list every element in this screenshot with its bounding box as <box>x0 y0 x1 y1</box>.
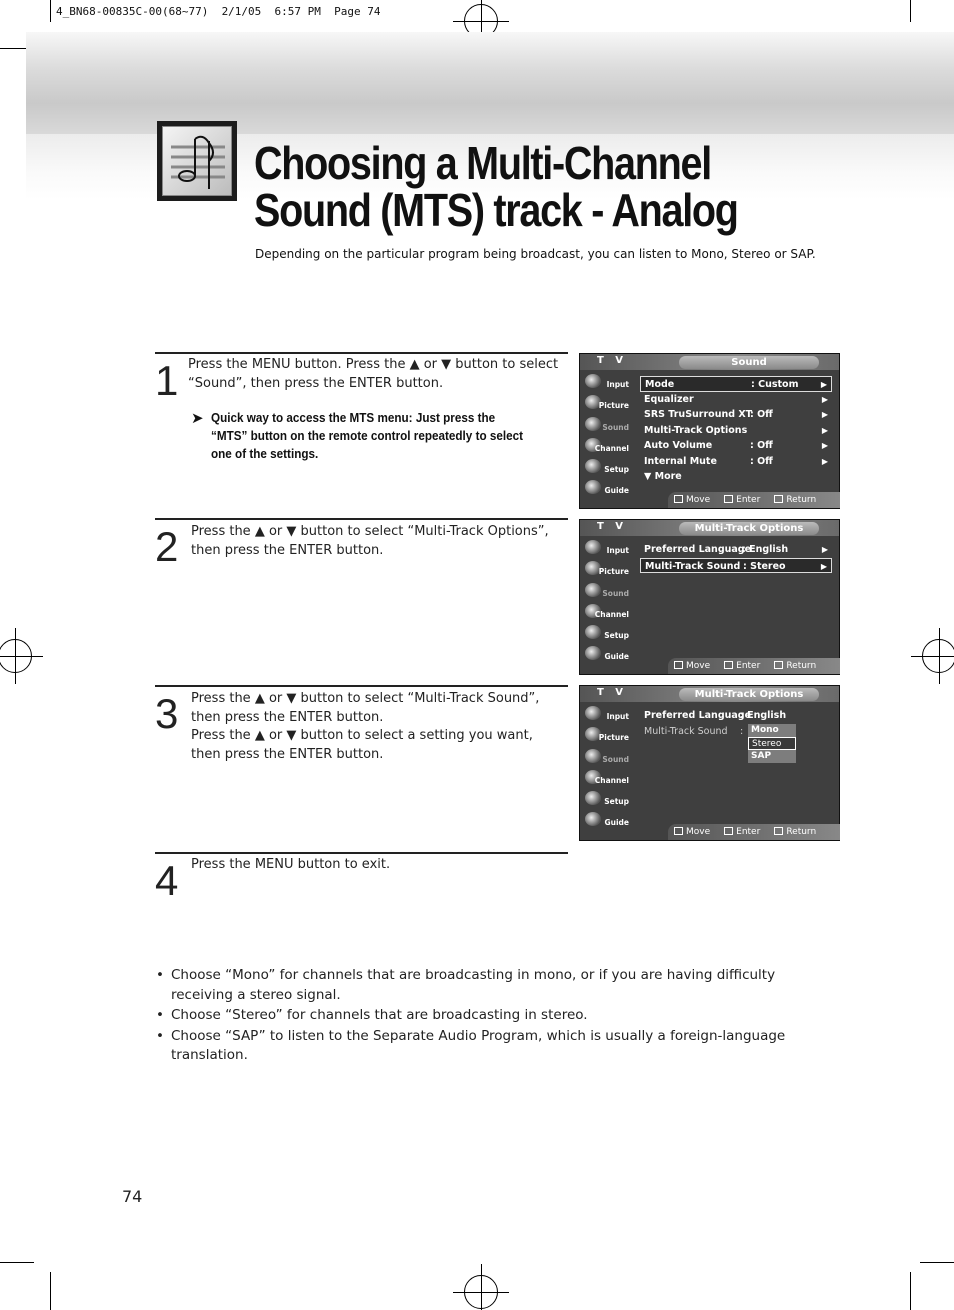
intro-text: Depending on the particular program being broadcast, you can listen to Mono, Stereo or SAP. <box>255 247 816 261</box>
osd-side-label: Setup <box>604 631 629 641</box>
osd-return-hint <box>774 824 816 840</box>
osd-row-value: : Off <box>750 409 773 420</box>
osd-screen-sound <box>579 353 840 509</box>
step-number: 3 <box>155 690 179 737</box>
input-icon <box>585 374 601 388</box>
osd-side-sound <box>582 415 632 436</box>
step-line: Press the ▲ or ▼ button to select “Multi-Track Options”, <box>191 524 549 539</box>
osd-footer-label: Move <box>686 495 711 505</box>
osd-footer-label: Return <box>786 827 817 837</box>
osd-row-value: : English <box>740 710 787 721</box>
osd-row-label: Preferred Language <box>644 544 752 555</box>
osd-side-label: Guide <box>604 652 629 662</box>
step-line: Press the ▲ or ▼ button to select a setting you want, <box>191 728 533 743</box>
step-line: then press the ENTER button. <box>191 709 384 725</box>
sound-icon <box>585 417 601 431</box>
osd-row-multitrack-sound <box>640 724 832 740</box>
registration-mark <box>0 639 32 673</box>
osd-row-preferred-language <box>640 542 832 558</box>
setup-icon <box>585 459 601 473</box>
guide-icon <box>585 480 601 494</box>
osd-side-label: Sound <box>602 588 629 598</box>
osd-option-stereo: Stereo <box>748 737 796 750</box>
osd-menu-title: Multi-Track Options <box>679 522 819 535</box>
osd-side-channel <box>582 436 632 457</box>
osd-side-label: Input <box>606 380 629 389</box>
sound-icon <box>585 583 601 597</box>
page-title <box>254 137 738 236</box>
osd-option-sap: SAP <box>751 751 772 761</box>
arrow-right-icon: ▶ <box>820 561 827 571</box>
osd-row-label: Preferred Language <box>644 710 752 721</box>
osd-side-label: Input <box>606 712 629 721</box>
step-line: then press the ENTER button. <box>191 542 384 558</box>
osd-footer-label: Enter <box>736 495 761 505</box>
move-icon <box>674 661 683 669</box>
osd-side-label: Channel <box>594 609 629 619</box>
osd-side-input <box>582 704 632 725</box>
osd-row-auto-volume <box>640 438 832 454</box>
osd-menu-body <box>640 708 832 739</box>
osd-row-label: Equalizer <box>644 393 694 405</box>
osd-footer-label: Return <box>786 661 817 671</box>
osd-side-setup <box>582 623 632 644</box>
osd-row-value: : Off <box>750 440 773 451</box>
step-line: then press the ENTER button. <box>191 746 384 762</box>
osd-move-hint <box>674 824 710 840</box>
step-line: Press the ▲ or ▼ button to select “Multi-Track Sound”, <box>191 691 540 706</box>
step-line: Press the MENU button. Press the ▲ or ▼ button to select <box>188 357 559 372</box>
tip-text: Quick way to access the MTS menu: Just press the “MTS” button on the remote control repeatedly to select one of the settings. <box>210 410 523 461</box>
arrow-right-icon: ▶ <box>821 410 828 419</box>
osd-side-sound <box>582 581 632 602</box>
osd-menu-title: Multi-Track Options <box>679 688 819 701</box>
crop-mark <box>910 1272 911 1310</box>
osd-row-label: Multi-Track Sound <box>645 560 741 572</box>
osd-row-mode <box>640 376 832 392</box>
osd-return-hint <box>774 492 816 508</box>
arrow-right-icon: ▶ <box>821 456 828 466</box>
osd-footer <box>668 492 840 508</box>
page-number: 74 <box>122 1187 143 1206</box>
osd-side-channel <box>582 602 632 623</box>
return-icon <box>774 661 783 669</box>
osd-footer <box>668 658 840 674</box>
step-line: “Sound”, then press the ENTER button. <box>188 375 444 391</box>
osd-row-label: ▼ More <box>644 471 682 482</box>
osd-side-picture <box>582 725 632 746</box>
crop-mark <box>0 1262 34 1263</box>
osd-sidebar <box>582 372 632 500</box>
step-3-text <box>191 690 571 764</box>
osd-row-srs <box>640 407 832 423</box>
move-icon <box>674 827 683 835</box>
osd-side-guide <box>582 478 632 499</box>
return-icon <box>774 495 783 503</box>
osd-enter-hint <box>724 492 760 508</box>
note-item: • Choose “Mono” for channels that are broadcasting in mono, or if you are having difficulty receiving a stereo signal. <box>156 966 796 1005</box>
osd-footer-label: Move <box>686 661 711 671</box>
enter-icon <box>724 495 733 503</box>
osd-side-label: Setup <box>604 465 629 475</box>
osd-side-label: Picture <box>598 733 629 743</box>
osd-side-label: Picture <box>598 567 629 577</box>
osd-menu-body <box>640 376 832 485</box>
arrow-right-icon: ▶ <box>820 380 827 389</box>
osd-row-label: Mode <box>645 379 675 390</box>
osd-tv-label: T V <box>597 355 628 366</box>
header-band <box>26 32 954 134</box>
osd-row-label: Multi-Track Options <box>644 424 748 436</box>
osd-tv-label: T V <box>597 521 628 532</box>
note-item: • Choose “SAP” to listen to the Separate Audio Program, which is usually a foreign-language translation. <box>156 1027 796 1066</box>
enter-icon <box>724 827 733 835</box>
osd-side-label: Setup <box>604 797 629 807</box>
osd-menu-body <box>640 542 832 573</box>
title-line-1: Choosing a Multi-Channel <box>254 137 711 189</box>
enter-icon <box>724 661 733 669</box>
arrow-right-icon: ▶ <box>821 394 828 404</box>
osd-side-label: Guide <box>604 486 629 496</box>
osd-footer-label: Enter <box>736 827 761 837</box>
osd-side-channel <box>582 768 632 789</box>
arrow-icon: ➤ <box>191 409 204 427</box>
step-line: Press the MENU button to exit. <box>191 857 391 872</box>
osd-dropdown <box>748 724 796 763</box>
osd-side-label: Sound <box>602 754 629 764</box>
step-2-text <box>191 523 571 560</box>
guide-icon <box>585 812 601 826</box>
setup-icon <box>585 625 601 639</box>
osd-side-label: Input <box>606 546 629 555</box>
osd-side-label: Channel <box>594 443 629 453</box>
sound-icon <box>585 749 601 763</box>
crop-mark <box>50 1272 51 1310</box>
print-header: 4_BN68-00835C-00(68~77) 2/1/05 6:57 PM Page 74 <box>56 5 381 18</box>
osd-side-label: Channel <box>594 775 629 785</box>
osd-tv-label: T V <box>597 687 628 698</box>
osd-side-label: Guide <box>604 818 629 828</box>
tip-note <box>191 409 561 463</box>
step-number: 2 <box>155 523 179 570</box>
osd-side-picture <box>582 393 632 414</box>
osd-side-input <box>582 372 632 393</box>
osd-row-value: : Off <box>750 455 773 467</box>
crop-mark <box>50 0 51 22</box>
return-icon <box>774 827 783 835</box>
setup-icon <box>585 791 601 805</box>
osd-sidebar <box>582 704 632 832</box>
osd-footer-label: Enter <box>736 661 761 671</box>
note-item: • Choose “Stereo” for channels that are broadcasting in stereo. <box>156 1006 796 1026</box>
osd-row-multitrack-sound <box>640 558 832 574</box>
input-icon <box>585 706 601 720</box>
osd-side-label: Picture <box>598 401 629 411</box>
osd-row-label: SRS TruSurround XT <box>644 409 753 420</box>
osd-option-mono: Mono <box>751 725 779 735</box>
osd-row-equalizer <box>640 392 832 408</box>
notes-list <box>156 966 796 1067</box>
osd-row-value: : Stereo <box>743 560 786 572</box>
osd-footer <box>668 824 840 840</box>
osd-enter-hint <box>724 824 760 840</box>
osd-row-internal-mute <box>640 454 832 470</box>
step-number: 1 <box>155 357 179 404</box>
step-1-text <box>188 356 568 393</box>
osd-side-label: Sound <box>602 422 629 432</box>
osd-sidebar <box>582 538 632 666</box>
osd-footer-label: Return <box>786 495 817 505</box>
guide-icon <box>585 646 601 660</box>
osd-row-label: Auto Volume <box>644 440 713 451</box>
registration-mark <box>464 1275 498 1309</box>
step-divider <box>155 852 568 854</box>
step-4-text <box>191 856 571 875</box>
osd-menu-title: Sound <box>679 356 819 369</box>
osd-screen-multitrack-options <box>579 519 840 675</box>
title-line-2: Sound (MTS) track - Analog <box>254 184 738 236</box>
osd-side-guide <box>582 644 632 665</box>
osd-side-guide <box>582 810 632 831</box>
osd-row-value: : Custom <box>751 379 799 390</box>
step-number: 4 <box>155 857 179 904</box>
osd-row-label: Internal Mute <box>644 455 717 467</box>
osd-side-setup <box>582 789 632 810</box>
osd-screen-multitrack-sound <box>579 685 840 841</box>
step-divider <box>155 685 568 687</box>
move-icon <box>674 495 683 503</box>
osd-side-input <box>582 538 632 559</box>
osd-move-hint <box>674 492 710 508</box>
registration-mark <box>922 639 954 673</box>
arrow-right-icon: ▶ <box>821 441 828 450</box>
osd-row-multitrack-options <box>640 423 832 439</box>
osd-side-sound <box>582 747 632 768</box>
music-note-icon <box>157 121 237 201</box>
arrow-right-icon: ▶ <box>821 545 828 554</box>
osd-side-picture <box>582 559 632 580</box>
osd-enter-hint <box>724 658 760 674</box>
osd-row-label: Multi-Track Sound <box>644 725 728 737</box>
osd-row-value: : <box>740 725 744 737</box>
osd-move-hint <box>674 658 710 674</box>
osd-footer-label: Move <box>686 827 711 837</box>
osd-row-preferred-language <box>640 708 832 724</box>
input-icon <box>585 540 601 554</box>
arrow-right-icon: ▶ <box>821 425 828 435</box>
osd-return-hint <box>774 658 816 674</box>
osd-side-setup <box>582 457 632 478</box>
step-divider <box>155 352 568 354</box>
osd-row-more <box>640 469 832 485</box>
crop-mark <box>920 1262 954 1263</box>
crop-mark <box>910 0 911 22</box>
step-divider <box>155 518 568 520</box>
osd-row-value: : English <box>742 544 789 555</box>
